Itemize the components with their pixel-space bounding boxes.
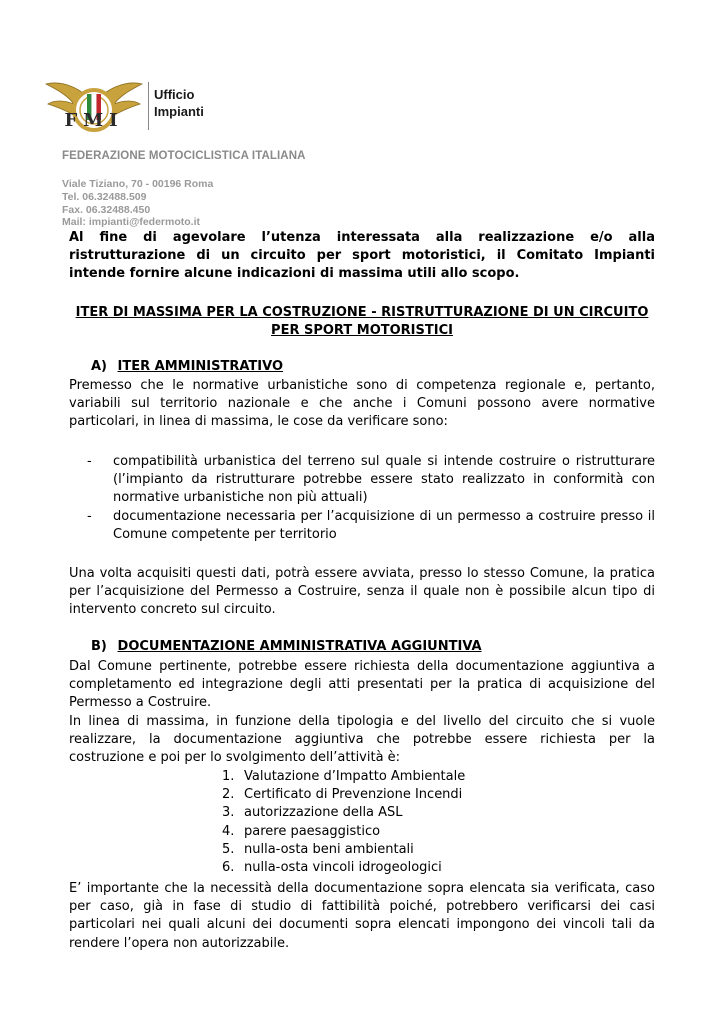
- telephone: Tel. 06.32488.509: [62, 191, 147, 203]
- header-divider: [148, 82, 149, 130]
- list-text: parere paesaggistico: [244, 823, 381, 839]
- section-b-heading: [91, 639, 482, 654]
- section-b-paragraph-1: Dal Comune pertinente, potrebbe essere richiesta della documentazione aggiuntiva a completamento ed integrazione degli atti presentati per la pratica di acquisizione del Permesso a Costruire.: [69, 659, 655, 711]
- list-item: [222, 841, 642, 859]
- list-text: nulla-osta beni ambientali: [244, 841, 414, 857]
- section-a-heading: [91, 359, 283, 374]
- list-item: [87, 508, 655, 544]
- section-a-title: ITER AMMINISTRATIVO: [117, 359, 284, 374]
- list-text: nulla-osta vincoli idrogeologici: [244, 860, 442, 876]
- section-b-closing: E’ importante che la necessità della documentazione sopra elencata sia verificata, caso per caso, già in fase di studio di fattibilità poiché, potrebbero verificarsi dei casi particolari nei quali alcuni dei documenti sopra elencati impongono dei vincoli tali da rendere l’opera non autorizzabile.: [69, 881, 655, 951]
- section-a-paragraph: Premesso che le normative urbanistiche sono di competenza regionale e, pertanto, variabili sul territorio nazionale e che anche i Comuni possono avere normative particolari, in linea di massima, le cose da verificare sono:: [69, 378, 655, 430]
- list-item: [87, 453, 655, 508]
- bullet-text: compatibilità urbanistica del terreno sul quale si intende costruire o ristrutturare (l’impianto da ristrutturare potrebbe essere stato realizzato in conformità con normative urbanistiche non più attuali): [113, 454, 655, 506]
- list-number: 2.: [222, 787, 235, 803]
- office-title-line1: Ufficio: [154, 87, 195, 102]
- list-text: Valutazione d’Impatto Ambientale: [244, 769, 466, 784]
- section-b-paragraph-2: In linea di massima, in funzione della tipologia e del livello del circuito che si vuole realizzare, la documentazione aggiuntiva che potrebbe essere richiesta per la costruzione e poi per lo svolgimento dell’attività è:: [69, 714, 655, 766]
- list-number: 5.: [222, 841, 235, 857]
- list-number: 6.: [222, 860, 235, 876]
- fmi-logo: [44, 74, 144, 144]
- list-number: 3.: [222, 805, 235, 821]
- logo-letters: FMI: [64, 110, 124, 131]
- list-text: Certificato di Prevenzione Incendi: [244, 787, 463, 803]
- list-number: 1.: [222, 769, 235, 784]
- email: Mail: impianti@federmoto.it: [62, 216, 200, 228]
- list-item: [222, 823, 642, 841]
- bullet-text: documentazione necessaria per l’acquisizione di un permesso a costruire presso il Comune competente per territorio: [113, 509, 655, 543]
- fax: Fax. 06.32488.450: [62, 204, 151, 216]
- bullet-marker: -: [87, 509, 92, 524]
- section-b-title: DOCUMENTAZIONE AMMINISTRATIVA AGGIUNTIVA: [117, 639, 482, 654]
- address: Viale Tiziano, 70 - 00196 Roma: [62, 178, 214, 190]
- intro-paragraph: Al fine di agevolare l’utenza interessata alla realizzazione e/o alla ristrutturazione di un circuito per sport motoristici, il Comitato Impianti intende fornire alcune indicazioni di massima utili allo scopo.: [69, 230, 655, 282]
- federation-name: FEDERAZIONE MOTOCICLISTICA ITALIANA: [62, 150, 306, 162]
- section-a-label: A): [91, 359, 108, 374]
- list-item: [222, 859, 642, 877]
- required-documents-list: [222, 768, 642, 877]
- list-item: [222, 786, 642, 804]
- list-number: 4.: [222, 823, 235, 839]
- list-text: autorizzazione della ASL: [244, 805, 403, 821]
- bullet-marker: -: [87, 454, 92, 469]
- main-title: ITER DI MASSIMA PER LA COSTRUZIONE - RISTRUTTURAZIONE DI UN CIRCUITO PER SPORT MOTORISTICI: [75, 305, 649, 339]
- section-a-closing: Una volta acquisiti questi dati, potrà essere avviata, presso lo stesso Comune, la pratica per l’acquisizione del Permesso a Costruire, senza il quale non è possibile alcun tipo di intervento concreto sul circuito.: [69, 566, 655, 618]
- section-b-label: B): [91, 639, 107, 654]
- list-item: [222, 768, 642, 786]
- list-item: [222, 804, 642, 822]
- office-title-line2: Impianti: [154, 104, 204, 119]
